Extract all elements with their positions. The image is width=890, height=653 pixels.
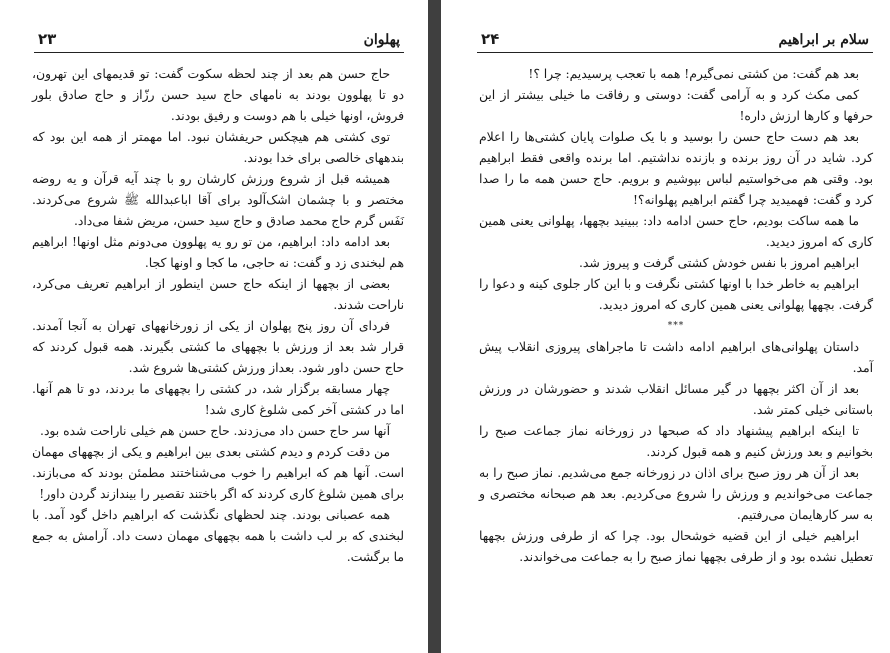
paragraph: بعد ادامه داد: ابراهیم، من تو رو یه پهلوون می‌دونم مثل اونها! ابراهیم هم لبخندی زد و گفت: نه حاجی، ما کجا و اونها کجا.: [32, 235, 404, 270]
paragraph: همه عصبانی بودند. چند لحظهای نگذشت که ابراهیم داخل گود آمد. با لبخندی که بر لب داشت با همه بچههای مهمان دست داد. آرامش به جمع ما برگشت.: [32, 508, 404, 564]
right-page-body: [479, 64, 873, 568]
paragraph: من دقت کردم و دیدم کشتی بعدی بین ابراهیم و یکی از بچههای مهمان است. آنها هم که ابراهیم را خوب می‌شناختند مطمئن بودند که می‌بازند. برای همین شلوغ کاری کردند که اگر باختند تقصیر را بیندازند گردن داور!: [32, 445, 404, 501]
left-page-header: [34, 30, 404, 53]
paragraph: تا اینکه ابراهیم پیشنهاد داد که صبحها در زورخانه نماز جماعت صبح را بخوانیم و بعد ورزش کنیم و همه قبول کردند.: [479, 424, 873, 459]
paragraph: بعد از آن اکثر بچهها در گیر مسائل انقلاب شدند و حضورشان در ورزش باستانی خیلی کمتر شد.: [479, 382, 873, 417]
paragraph: ابراهیم امروز با نفس خودش کشتی گرفت و پیروز شد.: [579, 256, 859, 270]
left-page: [0, 0, 428, 653]
right-page-header: [477, 30, 873, 53]
paragraph: ابراهیم به خاطر خدا با اونها کشتی نگرفت و با این کار جلوی کینه و دعوا را گرفت. بچهها پهلوانی یعنی همین کاری که امروز دیدید.: [479, 277, 873, 312]
paragraph: داستان پهلوانی‌های ابراهیم ادامه داشت تا ماجراهای پیروزی انقلاب پیش آمد.: [479, 340, 873, 375]
paragraph: بعد هم دست حاج حسن را بوسید و با یک صلوات پایان کشتی‌ها را اعلام کرد. شاید در آن روز برنده و بازنده نداشتیم. اما برنده واقعی فقط ابراهیم بود. وقتی هم می‌خواستیم لباس بپوشیم و برویم. حاج حسن همه ما را صدا کرد و گفت: فهمیدید چرا گفتم ابراهیم پهلوانه؟!: [479, 130, 873, 207]
left-page-body: [32, 64, 404, 568]
paragraph: همیشه قبل از شروع ورزش کارشان رو با چند آیه قرآن و یه روضه مختصر و با چشمان اشک‌آلود برای آقا اباعبدالله ﷺ شروع می‌کردند. نَفَس گرم حاج محمد صادق و حاج سید حسن، مریض شفا می‌داد.: [32, 172, 404, 228]
paragraph: حاج حسن هم بعد از چند لحظه سکوت گفت: تو قدیمهای این تهرون، دو تا پهلوون بودند به نامهای حاج سید حسن رزّاز و حاج صادق بلور فروش، اونها خیلی با هم دوست و رفیق بودند.: [32, 67, 404, 123]
paragraph: بعد از آن هر روز صبح برای اذان در زورخانه جمع می‌شدیم. نماز صبح را به جماعت می‌خواندیم و ورزش را شروع می‌کردیم. بعد هم صبحانه مختصری و به سر کارهایمان می‌رفتیم.: [479, 466, 873, 522]
paragraph: بعد هم گفت: من کشتی نمی‌گیرم! همه با تعجب پرسیدیم: چرا ؟!: [528, 67, 859, 81]
paragraph: فردای آن روز پنج پهلوان از یکی از زورخانههای تهران به آنجا آمدند. قرار شد بعد از ورزش با بچههای ما کشتی بگیرند. همه قبول کردند که حاج حسن داور شود. بعداز ورزش کشتی‌ها شروع شد.: [32, 319, 404, 375]
paragraph: آنها سر حاج حسن داد می‌زدند. حاج حسن هم خیلی ناراحت شده بود.: [40, 424, 390, 438]
paragraph: ما همه ساکت بودیم، حاج حسن ادامه داد: ببینید بچهها، پهلوانی یعنی همین کاری که امروز دیدید.: [479, 214, 873, 249]
paragraph: ابراهیم خیلی از این قضیه خوشحال بود. چرا که از طرفی ورزش بچهها تعطیل نشده بود و از طرفی بچهها نماز صبح را به جماعت می‌خواندند.: [479, 529, 873, 564]
right-page: [441, 0, 890, 653]
right-page-number: ۲۴: [481, 30, 500, 48]
paragraph: چهار مسابقه برگزار شد، در کشتی را بچههای ما بردند، دو تا هم آنها. اما در کشتی آخر کمی شلوغ کاری شد!: [32, 382, 404, 417]
paragraph: بعضی از بچهها از اینکه حاج حسن اینطور از ابراهیم تعریف می‌کرد، ناراحت شدند.: [32, 277, 404, 312]
book-gutter: [428, 0, 441, 653]
section-divider: ***: [667, 321, 685, 331]
paragraph: کمی مکث کرد و به آرامی گفت: دوستی و رفاقت ما خیلی بیشتر از این حرفها و کارها ارزش داره!: [479, 88, 873, 123]
left-page-number: ۲۳: [38, 30, 57, 48]
right-page-title: سلام بر ابراهیم: [778, 32, 869, 48]
paragraph: توی کشتی هم هیچکس حریفشان نبود. اما مهمتر از همه این بود که بندههای خالصی برای خدا بودند.: [32, 130, 404, 165]
left-page-title: پهلوان: [363, 32, 400, 48]
